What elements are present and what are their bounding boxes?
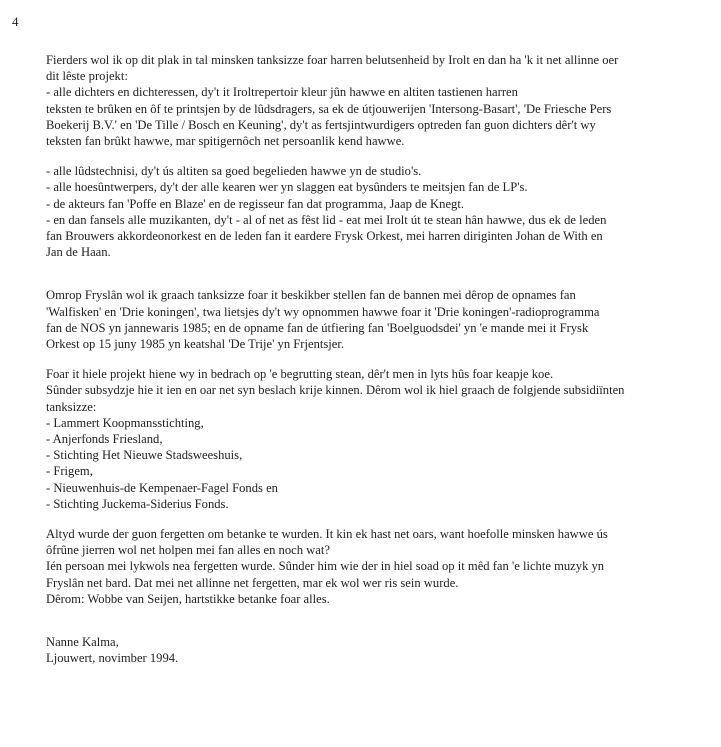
paragraph-omrop-fryslan: [46, 287, 704, 352]
text-line: Sûnder subsydzje hie it ien en oar net syn beslach krije kinnen. Dêrom wol ik hiel graach de folgjende subsidiïnten: [46, 383, 625, 398]
text-line: - alle dichters en dichteressen, dy't it Iroltrepertoir kleur jûn hawwe en altiten tastienen harren: [46, 85, 518, 100]
signature-place-date: Ljouwert, novimber 1994.: [46, 651, 179, 666]
sponsor-item: - Lammert Koopmansstichting,: [46, 415, 204, 430]
text-line: fan Brouwers akkordeonorkest en de leden fan it eardere Frysk Orkest, mei harren diriginten Johan de With en: [46, 229, 603, 244]
text-line: Jan de Haan.: [46, 245, 111, 260]
text-line: tanksizze:: [46, 399, 97, 414]
text-line: dit lêste projekt:: [46, 69, 128, 84]
text-line: teksten fan brûkt hawwe, mar spitigernôch net persoanlik kend hawwe.: [46, 134, 405, 149]
text-line: Fierders wol ik op dit plak in tal minsken tanksizze foar harren belutsenheid by Irolt en dan ha 'k it net allinne oer: [46, 53, 619, 67]
text-line: ôfrûne jierren wol net holpen mei fan alles en noch wat?: [46, 543, 330, 558]
text-line: Omrop Fryslân wol ik graach tanksizze foar it beskikber stellen fan de bannen mei dêrop de opnames fan: [46, 288, 576, 303]
text-line: Ién persoan mei lykwols nea fergetten wurde. Sûnder him wie der in hiel soad op it mêd fan 'e lichte muzyk yn: [46, 559, 605, 574]
paragraph-thanks-list: [46, 163, 704, 260]
text-line: Orkest op 15 juny 1985 yn keatshal 'De Trije' yn Frjentsjer.: [46, 337, 345, 352]
sponsor-item: - Nieuwenhuis-de Kempenaer-Fagel Fonds en: [46, 480, 278, 495]
page-number: 4: [12, 14, 19, 29]
paragraph-thanks-intro: [46, 52, 704, 149]
text-line: Dêrom: Wobbe van Seijen, hartstikke betanke foar alles.: [46, 591, 330, 606]
paragraph-closing: [46, 526, 704, 607]
text-line: - alle hoesûntwerpers, dy't der alle kearen wer yn slaggen eat bysûnders te meitsjen fan de LP's.: [46, 180, 528, 195]
text-line: - en dan fansels alle muzikanten, dy't - al of net as fêst lid - eat mei Irolt út te stean hân hawwe, dus ek de leden: [46, 212, 607, 227]
sponsor-item: - Stichting Het Nieuwe Stadsweeshuis,: [46, 448, 243, 463]
body-text: [46, 52, 704, 667]
text-line: Boekerij B.V.' en 'De Tille / Bosch en Keuning', dy't as fertsjintwurdigers optreden fan guon dichters dêr't wy: [46, 117, 596, 132]
paragraph-sponsors: [46, 366, 704, 512]
signature-block: [46, 634, 704, 666]
text-line: teksten te brûken en ôf te printsjen by de lûdsdragers, sa ek de útjouwerijen 'Intersong-Basart', 'De Friesche Pers: [46, 101, 612, 116]
sponsor-item: - Frigem,: [46, 464, 93, 479]
text-line: Fryslân net bard. Dat mei net allinne net fergetten, mar ek wol wer ris sein wurde.: [46, 575, 459, 590]
sponsor-item: - Anjerfonds Friesland,: [46, 432, 163, 447]
text-line: 'Walfisken' en 'Drie koningen', twa lietsjes dy't wy opnommen hawwe foar it 'Drie koningen'-radioprogramma: [46, 304, 600, 319]
text-line: - alle lûdstechnisi, dy't ús altiten sa goed begelieden hawwe yn de studio's.: [46, 164, 422, 179]
text-line: fan de NOS yn jannewaris 1985; en de opname fan de útfiering fan 'Boelguodsdei' yn 'e mande mei it Frysk: [46, 320, 589, 335]
sponsor-item: - Stichting Juckema-Siderius Fonds.: [46, 496, 229, 511]
text-line: - de akteurs fan 'Poffe en Blaze' en de regisseur fan dat programma, Jaap de Knegt.: [46, 196, 464, 211]
text-line: Foar it hiele projekt hiene wy in bedrach op 'e begrutting stean, dêr't men in lyts hûs foar keapje koe.: [46, 367, 554, 382]
text-line: Altyd wurde der guon fergetten om betanke te wurden. It kin ek hast net oars, want hoefolle minsken hawwe ús: [46, 527, 608, 542]
signature-name: Nanne Kalma,: [46, 635, 119, 650]
